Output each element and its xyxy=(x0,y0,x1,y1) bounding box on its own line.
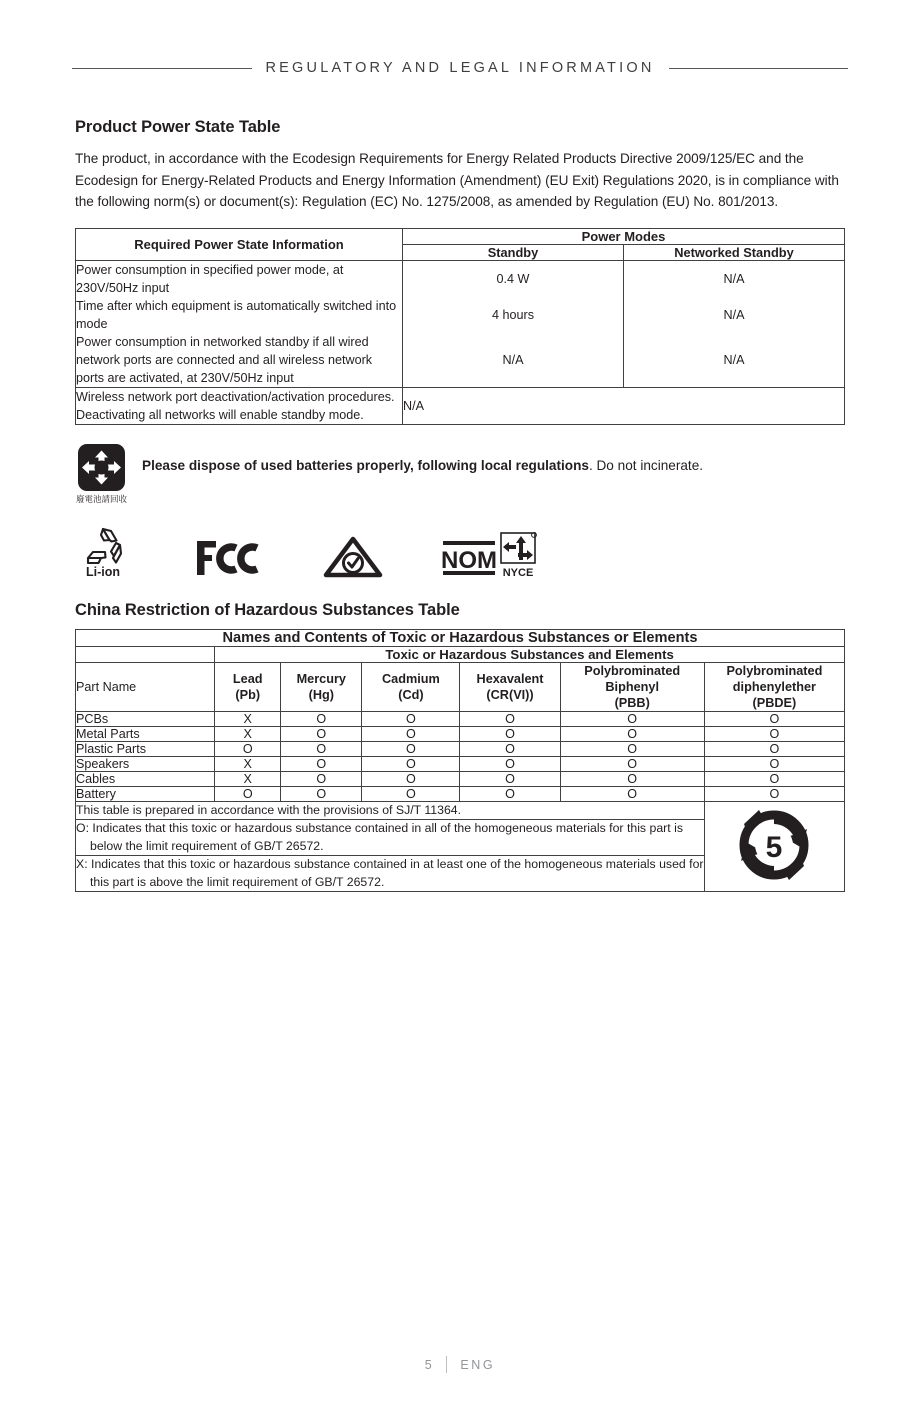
rohs-column-header-row xyxy=(76,662,845,711)
rohs-group-header: Toxic or Hazardous Substances and Elements xyxy=(215,646,845,662)
nom-logo xyxy=(441,537,497,579)
taiwan-battery-recycling-icon xyxy=(75,443,129,510)
rohs-col-pbb-line2: Biphenyl xyxy=(605,679,659,694)
li-ion-recycle-logo xyxy=(77,525,129,579)
table-row xyxy=(76,786,845,801)
rohs-col-pbb-line1: Polybrominated xyxy=(584,663,681,678)
rohs-value-pbde: O xyxy=(704,756,844,771)
rohs-value-mercury: O xyxy=(281,711,362,726)
power-table-col-standby: Standby xyxy=(403,244,624,260)
table-row xyxy=(76,771,845,786)
rohs-value-lead: X xyxy=(215,771,281,786)
rohs-part-label: Metal Parts xyxy=(76,726,215,741)
china-rohs-table xyxy=(75,629,845,893)
power-row-standby-value: 4 hours xyxy=(403,297,624,333)
power-row-networked-value: N/A xyxy=(624,260,845,297)
power-last-row-value: N/A xyxy=(403,387,845,424)
rohs-value-mercury: O xyxy=(281,726,362,741)
rohs-col-pbde-line1: Polybrominated xyxy=(726,663,823,678)
power-table-group-header: Power Modes xyxy=(403,228,845,244)
rohs-table-title: Names and Contents of Toxic or Hazardous Substances or Elements xyxy=(76,629,845,646)
rohs-value-pbde: O xyxy=(704,786,844,801)
power-last-row-label: Wireless network port deactivation/activation procedures. Deactivating all networks will enable standby mode. xyxy=(76,387,403,424)
rohs-col-lead-line1: Lead xyxy=(232,671,263,686)
svg-text:廢電池請回收: 廢電池請回收 xyxy=(75,494,128,505)
power-row-label: Power consumption in networked standby if all wired network ports are connected and all wireless network ports are activated, at 230V/50Hz input xyxy=(76,333,403,388)
rohs-value-hexavalent: O xyxy=(460,711,560,726)
rohs-col-cadmium-line1: Cadmium xyxy=(382,671,440,686)
rohs-value-lead: X xyxy=(215,756,281,771)
table-row xyxy=(76,711,845,726)
certification-logo-row xyxy=(75,523,845,579)
rohs-value-pbb: O xyxy=(560,741,704,756)
rohs-part-label: PCBs xyxy=(76,711,215,726)
power-table-last-row xyxy=(76,387,845,424)
rcm-logo xyxy=(323,535,383,579)
rohs-note-standard: This table is prepared in accordance with the provisions of SJ/T 11364. xyxy=(76,801,705,820)
rohs-value-cadmium: O xyxy=(362,786,460,801)
rohs-value-cadmium: O xyxy=(362,711,460,726)
power-row-label: Power consumption in specified power mode, at 230V/50Hz input xyxy=(76,260,403,297)
header-rule-left xyxy=(72,68,252,69)
power-row-standby-value: N/A xyxy=(403,333,624,388)
rohs-col-hexavalent-line2: (CR(VI)) xyxy=(486,687,534,702)
rohs-value-lead: X xyxy=(215,726,281,741)
rohs-col-header-cadmium xyxy=(362,662,460,711)
rohs-value-pbde: O xyxy=(704,771,844,786)
rohs-note-o: O: Indicates that this toxic or hazardous substance contained in all of the homogeneous materials for this part is below the limit requirement of GB/T 26572. xyxy=(76,821,683,853)
power-table-row xyxy=(76,333,845,388)
china-epup-5-icon xyxy=(704,801,844,892)
svg-text:5: 5 xyxy=(766,830,783,864)
power-row-standby-value: 0.4 W xyxy=(403,260,624,297)
power-table-rowlabel-header: Required Power State Information xyxy=(76,228,403,260)
rohs-value-pbde: O xyxy=(704,711,844,726)
rohs-title-row xyxy=(76,629,845,646)
rohs-col-mercury-line2: (Hg) xyxy=(308,687,334,702)
rohs-corner-blank xyxy=(76,646,215,662)
rohs-col-header-lead xyxy=(215,662,281,711)
battery-disposal-notice xyxy=(75,443,845,510)
rohs-value-cadmium: O xyxy=(362,756,460,771)
rohs-value-hexavalent: O xyxy=(460,726,560,741)
rohs-value-hexavalent: O xyxy=(460,786,560,801)
power-row-networked-value: N/A xyxy=(624,333,845,388)
power-row-networked-value: N/A xyxy=(624,297,845,333)
rohs-col-header-hexavalent xyxy=(460,662,560,711)
rohs-col-hexavalent-line1: Hexavalent xyxy=(476,671,544,686)
power-table-col-networked-standby: Networked Standby xyxy=(624,244,845,260)
rohs-value-mercury: O xyxy=(281,786,362,801)
rohs-value-pbb: O xyxy=(560,756,704,771)
rohs-col-pbde-line3: (PBDE) xyxy=(752,695,797,710)
rohs-section-title: China Restriction of Hazardous Substances Table xyxy=(75,600,460,619)
rohs-col-lead-line2: (Pb) xyxy=(235,687,261,702)
rohs-value-hexavalent: O xyxy=(460,771,560,786)
rohs-col-header-mercury xyxy=(281,662,362,711)
page-running-header xyxy=(72,56,848,80)
rohs-value-lead: O xyxy=(215,786,281,801)
product-power-state-table xyxy=(75,228,845,425)
page-content xyxy=(75,118,845,892)
svg-text:NYCE: NYCE xyxy=(502,566,534,579)
power-table-row xyxy=(76,260,845,297)
header-rule-right xyxy=(669,68,849,69)
footer-divider xyxy=(446,1356,447,1373)
page-number: 5 xyxy=(424,1357,434,1372)
power-state-intro-paragraph: The product, in accordance with the Ecodesign Requirements for Energy Related Products Directive 2009/125/EC and the Ecodesign for Energy-Related Products and Energy Information (Amendment) (EU Exit) Regulations 2020, is in compliance with the following norm(s) or document(s): Regulation (EC) No. 1275/2008, as amended by Regulation (EU) No. 801/2013. xyxy=(75,151,839,209)
power-state-section-title: Product Power State Table xyxy=(75,118,281,136)
rohs-value-pbde: O xyxy=(704,726,844,741)
rohs-col-pbb-line3: (PBB) xyxy=(614,695,650,710)
rohs-value-cadmium: O xyxy=(362,771,460,786)
rohs-value-hexavalent: O xyxy=(460,741,560,756)
rohs-value-pbb: O xyxy=(560,771,704,786)
rohs-value-pbb: O xyxy=(560,711,704,726)
table-row xyxy=(76,726,845,741)
power-row-label: Time after which equipment is automatically switched into mode xyxy=(76,297,403,333)
rohs-value-mercury: O xyxy=(281,771,362,786)
power-table-row xyxy=(76,297,845,333)
rohs-part-name-header: Part Name xyxy=(76,662,215,711)
rohs-part-label: Plastic Parts xyxy=(76,741,215,756)
rohs-col-header-pbde xyxy=(704,662,844,711)
svg-text:NOM: NOM xyxy=(441,546,497,574)
table-row xyxy=(76,756,845,771)
rohs-value-lead: O xyxy=(215,741,281,756)
rohs-part-label: Cables xyxy=(76,771,215,786)
rohs-note-row-standard xyxy=(76,801,845,820)
rohs-col-pbde-line2: diphenylether xyxy=(732,679,816,694)
rohs-value-cadmium: O xyxy=(362,726,460,741)
svg-text:Li-ion: Li-ion xyxy=(85,564,121,579)
rohs-col-mercury-line1: Mercury xyxy=(296,671,346,686)
rohs-col-header-pbb xyxy=(560,662,704,711)
rohs-value-mercury: O xyxy=(281,741,362,756)
battery-notice-bold: Please dispose of used batteries properly, following local regulations xyxy=(142,457,589,473)
battery-notice-text xyxy=(142,443,703,475)
rohs-value-cadmium: O xyxy=(362,741,460,756)
rohs-value-pbde: O xyxy=(704,741,844,756)
rohs-value-pbb: O xyxy=(560,726,704,741)
battery-notice-rest: . Do not incinerate. xyxy=(588,457,704,473)
rohs-value-pbb: O xyxy=(560,786,704,801)
rohs-note-x: X: Indicates that this toxic or hazardous substance contained in at least one of the homogeneous materials used for this part is above the limit requirement of GB/T 26572. xyxy=(76,857,704,889)
power-table-header-row-1 xyxy=(76,228,845,244)
rohs-part-label: Battery xyxy=(76,786,215,801)
rohs-col-cadmium-line2: (Cd) xyxy=(398,687,424,702)
page-footer xyxy=(0,1356,920,1373)
nyce-logo xyxy=(497,531,539,579)
table-row xyxy=(76,741,845,756)
rohs-part-label: Speakers xyxy=(76,756,215,771)
rohs-group-row xyxy=(76,646,845,662)
header-title: REGULATORY AND LEGAL INFORMATION xyxy=(265,60,655,76)
rohs-value-hexavalent: O xyxy=(460,756,560,771)
footer-language: ENG xyxy=(460,1357,496,1372)
fcc-logo xyxy=(195,537,261,579)
rohs-value-mercury: O xyxy=(281,756,362,771)
rohs-value-lead: X xyxy=(215,711,281,726)
